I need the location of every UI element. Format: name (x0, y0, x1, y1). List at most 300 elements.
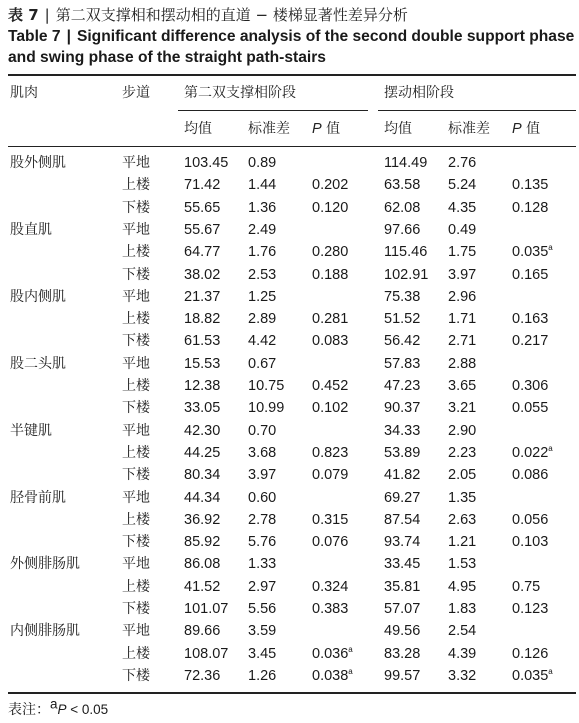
cell-sd-phase1 (248, 154, 276, 172)
cell-p-phase1-value: 0.076 (312, 534, 349, 550)
cell-sd-phase1-value: 0.70 (248, 423, 277, 439)
cell-sd-phase1 (248, 176, 276, 194)
cell-mean-phase2 (384, 645, 420, 663)
header-bottom-rule (8, 146, 576, 147)
header-phase1: 第二双支撑相阶段 (184, 85, 296, 101)
cell-mean-phase1 (184, 555, 220, 573)
phase1-underline (178, 110, 368, 111)
cell-p-phase1 (312, 444, 348, 462)
cell-p-phase1 (312, 667, 353, 685)
cell-step (122, 466, 150, 484)
cell-mean-phase2-value: 56.42 (384, 333, 421, 349)
cell-step-value: 下楼 (122, 601, 150, 617)
cell-mean-phase1-value: 15.53 (184, 356, 221, 372)
cell-mean-phase1-value: 18.82 (184, 311, 221, 327)
cell-sd-phase1-value: 1.36 (248, 200, 277, 216)
cell-mean-phase2 (384, 288, 420, 306)
cell-mean-phase2-value: 62.08 (384, 200, 421, 216)
cell-mean-phase2 (384, 489, 420, 507)
cell-muscle (10, 555, 80, 573)
cell-mean-phase2-value: 53.89 (384, 445, 421, 461)
significance-marker: a (348, 645, 353, 655)
footnote-prefix: 表注： (8, 702, 50, 718)
cell-sd-phase1-value: 2.89 (248, 311, 277, 327)
cell-mean-phase1-value: 42.30 (184, 423, 221, 439)
cell-sd-phase2-value: 2.76 (448, 155, 477, 171)
cell-mean-phase2-value: 47.23 (384, 378, 421, 394)
cell-p-phase1-value: 0.083 (312, 333, 349, 349)
cell-mean-phase1-value: 12.38 (184, 378, 221, 394)
cell-step-value: 平地 (122, 155, 150, 171)
cell-mean-phase2 (384, 176, 420, 194)
cell-mean-phase2-value: 99.57 (384, 668, 421, 684)
cell-p-phase2 (512, 310, 548, 328)
cell-sd-phase2-value: 4.35 (448, 200, 477, 216)
cell-mean-phase2 (384, 332, 420, 350)
footnote-threshold: < 0.05 (66, 702, 109, 717)
cell-mean-phase2-value: 69.27 (384, 490, 421, 506)
cell-p-phase1 (312, 645, 353, 663)
cell-sd-phase1 (248, 332, 276, 350)
cell-mean-phase2 (384, 622, 420, 640)
cell-p-phase2-value: 0.035 (512, 668, 549, 684)
cell-sd-phase2-value: 3.32 (448, 668, 477, 684)
table-top-rule (8, 74, 576, 76)
cell-step-value: 下楼 (122, 200, 150, 216)
cell-p-phase2-value: 0.022 (512, 445, 549, 461)
significance-marker: a (348, 667, 353, 677)
cell-step (122, 221, 150, 239)
cell-mean-phase1 (184, 399, 220, 417)
cell-p-phase2-value: 0.086 (512, 467, 549, 483)
cell-step-value: 下楼 (122, 534, 150, 550)
cell-mean-phase2 (384, 578, 420, 596)
cell-sd-phase2-value: 2.63 (448, 512, 477, 528)
cell-mean-phase1 (184, 199, 220, 217)
cell-p-phase1 (312, 176, 348, 194)
cell-p-phase1-value: 0.452 (312, 378, 349, 394)
cell-sd-phase2-value: 3.97 (448, 267, 477, 283)
cell-p-phase2 (512, 466, 548, 484)
header-p-suffix: 值 (521, 121, 541, 137)
cell-p-phase2-value: 0.123 (512, 601, 549, 617)
significance-marker: a (548, 444, 553, 454)
significance-marker: a (548, 667, 553, 677)
cell-mean-phase1-value: 44.34 (184, 490, 221, 506)
cell-step-value: 上楼 (122, 244, 150, 260)
cell-sd-phase1-value: 1.44 (248, 177, 277, 193)
cell-sd-phase2 (448, 266, 476, 284)
cell-sd-phase1 (248, 578, 276, 596)
cell-mean-phase1 (184, 377, 220, 395)
cell-p-phase1 (312, 399, 348, 417)
cell-step-value: 平地 (122, 623, 150, 639)
cell-step-value: 下楼 (122, 668, 150, 684)
cell-p-phase2-value: 0.126 (512, 646, 549, 662)
phase2-underline (378, 110, 576, 111)
cell-sd-phase1-value: 5.76 (248, 534, 277, 550)
cell-muscle-value: 内侧腓肠肌 (10, 623, 80, 639)
cell-sd-phase2 (448, 154, 476, 172)
cell-sd-phase2 (448, 288, 476, 306)
cell-sd-phase1-value: 3.59 (248, 623, 277, 639)
cell-step (122, 332, 150, 350)
header-p-letter: P (312, 121, 322, 137)
cell-step (122, 266, 150, 284)
header-sd-2: 标准差 (448, 121, 490, 137)
cell-mean-phase2 (384, 466, 420, 484)
cell-sd-phase2 (448, 221, 476, 239)
header-sd-1: 标准差 (248, 121, 290, 137)
cell-sd-phase2 (448, 578, 476, 596)
cell-step-value: 上楼 (122, 445, 150, 461)
cell-mean-phase2 (384, 377, 420, 395)
cell-mean-phase2-value: 49.56 (384, 623, 421, 639)
cell-step (122, 399, 150, 417)
cell-step-value: 上楼 (122, 512, 150, 528)
cell-sd-phase1 (248, 466, 276, 484)
cell-sd-phase2 (448, 377, 476, 395)
cell-step-value: 平地 (122, 490, 150, 506)
cell-sd-phase2 (448, 511, 476, 529)
cell-mean-phase1-value: 21.37 (184, 289, 221, 305)
cell-sd-phase1 (248, 489, 276, 507)
cell-mean-phase1-value: 71.42 (184, 177, 221, 193)
cell-sd-phase2 (448, 645, 476, 663)
cell-mean-phase2 (384, 355, 420, 373)
cell-mean-phase1-value: 33.05 (184, 400, 221, 416)
cell-sd-phase2-value: 2.88 (448, 356, 477, 372)
cell-p-phase2 (512, 667, 553, 685)
cell-p-phase1-value: 0.038 (312, 668, 349, 684)
cell-muscle-value: 股二头肌 (10, 356, 66, 372)
cell-sd-phase2-value: 1.71 (448, 311, 477, 327)
cell-sd-phase2 (448, 600, 476, 618)
cell-p-phase2 (512, 399, 548, 417)
cell-mean-phase1-value: 80.34 (184, 467, 221, 483)
cell-mean-phase1 (184, 422, 220, 440)
cell-muscle (10, 221, 52, 239)
cell-sd-phase1-value: 2.53 (248, 267, 277, 283)
cell-step (122, 288, 150, 306)
cell-p-phase1 (312, 511, 348, 529)
cell-p-phase1-value: 0.079 (312, 467, 349, 483)
cell-mean-phase1-value: 55.65 (184, 200, 221, 216)
cell-sd-phase1 (248, 645, 276, 663)
cell-mean-phase2-value: 114.49 (384, 155, 428, 171)
cell-muscle-value: 外侧腓肠肌 (10, 556, 80, 572)
cell-sd-phase2 (448, 489, 476, 507)
cell-sd-phase2-value: 0.49 (448, 222, 477, 238)
caption-en-separator: | (66, 28, 71, 45)
cell-sd-phase2 (448, 533, 476, 551)
cell-p-phase1-value: 0.120 (312, 200, 349, 216)
cell-p-phase1 (312, 199, 348, 217)
cell-step (122, 600, 150, 618)
cell-sd-phase2-value: 4.95 (448, 579, 477, 595)
cell-p-phase2-value: 0.75 (512, 579, 541, 595)
cell-p-phase1-value: 0.188 (312, 267, 349, 283)
cell-mean-phase1 (184, 288, 220, 306)
cell-mean-phase2-value: 102.91 (384, 267, 429, 283)
cell-mean-phase1-value: 108.07 (184, 646, 229, 662)
cell-sd-phase2 (448, 243, 476, 261)
header-p-letter: P (512, 121, 522, 137)
cell-p-phase1 (312, 533, 348, 551)
caption-english (8, 26, 576, 68)
cell-sd-phase1-value: 0.89 (248, 155, 277, 171)
cell-p-phase1 (312, 578, 348, 596)
cell-mean-phase2-value: 34.33 (384, 423, 421, 439)
cell-p-phase2 (512, 377, 548, 395)
cell-mean-phase1-value: 101.07 (184, 601, 229, 617)
header-phase2: 摆动相阶段 (384, 85, 454, 101)
cell-sd-phase1-value: 1.25 (248, 289, 277, 305)
cell-sd-phase1-value: 1.76 (248, 244, 277, 260)
cell-muscle (10, 489, 66, 507)
cell-sd-phase1 (248, 221, 276, 239)
cell-sd-phase2-value: 1.35 (448, 490, 477, 506)
cell-step (122, 533, 150, 551)
cell-sd-phase2-value: 4.39 (448, 646, 477, 662)
caption-chinese (8, 4, 576, 26)
cell-mean-phase2-value: 35.81 (384, 579, 421, 595)
cell-p-phase2-value: 0.135 (512, 177, 549, 193)
cell-step-value: 下楼 (122, 400, 150, 416)
cell-step-value: 上楼 (122, 378, 150, 394)
cell-mean-phase1-value: 86.08 (184, 556, 221, 572)
cell-p-phase1 (312, 466, 348, 484)
cell-step (122, 176, 150, 194)
cell-sd-phase1 (248, 399, 284, 417)
cell-p-phase2-value: 0.217 (512, 333, 549, 349)
cell-p-phase2 (512, 444, 553, 462)
cell-step-value: 下楼 (122, 333, 150, 349)
cell-mean-phase2 (384, 555, 420, 573)
cell-step-value: 上楼 (122, 579, 150, 595)
cell-sd-phase2-value: 1.75 (448, 244, 477, 260)
cell-sd-phase1 (248, 199, 276, 217)
cell-sd-phase1 (248, 600, 276, 618)
cell-p-phase1 (312, 377, 348, 395)
cell-step-value: 下楼 (122, 467, 150, 483)
cell-mean-phase2-value: 33.45 (384, 556, 421, 572)
cell-sd-phase2 (448, 355, 476, 373)
caption-en-title: Significant difference analysis of the second double support phase and swing phase of the straight path-stairs (8, 28, 575, 66)
cell-step-value: 上楼 (122, 177, 150, 193)
cell-p-phase1-value: 0.036 (312, 646, 349, 662)
cell-mean-phase2-value: 93.74 (384, 534, 421, 550)
cell-muscle-value: 股直肌 (10, 222, 52, 238)
cell-step-value: 平地 (122, 423, 150, 439)
cell-sd-phase1-value: 3.97 (248, 467, 277, 483)
cell-step (122, 154, 150, 172)
cell-sd-phase1 (248, 422, 276, 440)
cell-mean-phase2 (384, 511, 420, 529)
cell-step-value: 平地 (122, 356, 150, 372)
cell-sd-phase1 (248, 310, 276, 328)
cell-sd-phase1 (248, 555, 276, 573)
cell-sd-phase1-value: 3.45 (248, 646, 277, 662)
cell-step-value: 平地 (122, 289, 150, 305)
cell-step (122, 645, 150, 663)
cell-p-phase1-value: 0.281 (312, 311, 349, 327)
cell-step (122, 667, 150, 685)
cell-p-phase1-value: 0.202 (312, 177, 349, 193)
cell-p-phase2-value: 0.306 (512, 378, 549, 394)
cell-mean-phase1 (184, 466, 220, 484)
cell-mean-phase2 (384, 266, 428, 284)
header-muscle: 肌肉 (10, 85, 38, 101)
cell-mean-phase1-value: 41.52 (184, 579, 221, 595)
cell-mean-phase2-value: 97.66 (384, 222, 421, 238)
cell-step-value: 下楼 (122, 267, 150, 283)
cell-p-phase2-value: 0.165 (512, 267, 549, 283)
cell-sd-phase1-value: 1.26 (248, 668, 277, 684)
cell-mean-phase2-value: 83.28 (384, 646, 421, 662)
cell-step (122, 444, 150, 462)
cell-mean-phase2 (384, 199, 420, 217)
cell-mean-phase2 (384, 399, 420, 417)
cell-mean-phase1-value: 36.92 (184, 512, 221, 528)
cell-mean-phase2-value: 57.83 (384, 356, 421, 372)
cell-muscle (10, 154, 66, 172)
header-mean-1: 均值 (184, 121, 212, 137)
cell-sd-phase1-value: 5.56 (248, 601, 277, 617)
cell-sd-phase2-value: 2.96 (448, 289, 477, 305)
cell-p-phase1-value: 0.102 (312, 400, 349, 416)
cell-sd-phase2-value: 5.24 (448, 177, 477, 193)
header-step: 步道 (122, 85, 150, 101)
cell-mean-phase1 (184, 511, 220, 529)
cell-step (122, 555, 150, 573)
cell-sd-phase2 (448, 422, 476, 440)
cell-sd-phase2-value: 2.23 (448, 445, 477, 461)
cell-mean-phase1 (184, 444, 220, 462)
cell-sd-phase2 (448, 622, 476, 640)
cell-mean-phase2-value: 41.82 (384, 467, 421, 483)
cell-p-phase1-value: 0.280 (312, 244, 349, 260)
cell-step-value: 平地 (122, 222, 150, 238)
cell-mean-phase2-value: 51.52 (384, 311, 421, 327)
cell-mean-phase1 (184, 332, 220, 350)
cell-sd-phase1 (248, 444, 276, 462)
cell-sd-phase2-value: 1.53 (448, 556, 477, 572)
cell-p-phase2 (512, 533, 548, 551)
cell-sd-phase2-value: 2.05 (448, 467, 477, 483)
cell-sd-phase2 (448, 310, 476, 328)
cell-step (122, 199, 150, 217)
cell-sd-phase2 (448, 667, 476, 685)
cell-sd-phase1-value: 10.75 (248, 378, 285, 394)
caption-cn-separator: | (44, 6, 50, 24)
cell-mean-phase2 (384, 310, 420, 328)
cell-sd-phase2-value: 2.54 (448, 623, 477, 639)
cell-muscle-value: 半键肌 (10, 423, 52, 439)
cell-p-phase2 (512, 578, 540, 596)
cell-mean-phase2 (384, 243, 427, 261)
cell-mean-phase2 (384, 533, 420, 551)
cell-mean-phase1 (184, 489, 220, 507)
cell-p-phase1 (312, 243, 348, 261)
cell-muscle-value: 股外侧肌 (10, 155, 66, 171)
cell-sd-phase2-value: 3.65 (448, 378, 477, 394)
cell-sd-phase2 (448, 176, 476, 194)
cell-mean-phase2-value: 115.46 (384, 244, 428, 260)
cell-mean-phase2-value: 90.37 (384, 400, 421, 416)
cell-sd-phase1 (248, 355, 276, 373)
cell-muscle (10, 622, 80, 640)
cell-sd-phase2-value: 1.83 (448, 601, 477, 617)
cell-sd-phase1 (248, 288, 276, 306)
cell-p-phase1 (312, 600, 348, 618)
cell-sd-phase2-value: 3.21 (448, 400, 477, 416)
cell-p-phase2 (512, 199, 548, 217)
cell-sd-phase1 (248, 667, 276, 685)
cell-mean-phase1-value: 103.45 (184, 155, 229, 171)
cell-p-phase2 (512, 511, 548, 529)
cell-step (122, 578, 150, 596)
cell-step-value: 上楼 (122, 646, 150, 662)
cell-mean-phase1-value: 64.77 (184, 244, 221, 260)
cell-sd-phase1 (248, 243, 276, 261)
cell-sd-phase1 (248, 622, 276, 640)
cell-p-phase1 (312, 310, 348, 328)
cell-mean-phase2-value: 57.07 (384, 601, 421, 617)
cell-p-phase1 (312, 266, 348, 284)
caption-cn-title: 第二双支撑相和摆动相的直道 − 楼梯显著性差异分析 (55, 6, 408, 24)
cell-step (122, 355, 150, 373)
cell-mean-phase1 (184, 154, 228, 172)
header-p-1 (312, 120, 340, 138)
cell-p-phase2-value: 0.035 (512, 244, 549, 260)
cell-step (122, 422, 150, 440)
cell-sd-phase1-value: 0.60 (248, 490, 277, 506)
header-p-2 (512, 120, 540, 138)
cell-mean-phase1 (184, 667, 220, 685)
cell-mean-phase2 (384, 422, 420, 440)
cell-step-value: 平地 (122, 556, 150, 572)
cell-step (122, 489, 150, 507)
cell-mean-phase2-value: 87.54 (384, 512, 421, 528)
table-footnote (8, 696, 109, 719)
cell-sd-phase2 (448, 466, 476, 484)
cell-mean-phase2-value: 75.38 (384, 289, 421, 305)
cell-sd-phase2 (448, 199, 476, 217)
cell-mean-phase1-value: 38.02 (184, 267, 221, 283)
cell-mean-phase1 (184, 645, 228, 663)
cell-muscle-value: 胫骨前肌 (10, 490, 66, 506)
cell-p-phase2-value: 0.056 (512, 512, 549, 528)
cell-sd-phase2 (448, 555, 476, 573)
cell-sd-phase1-value: 3.68 (248, 445, 277, 461)
cell-p-phase2 (512, 243, 553, 261)
cell-sd-phase1 (248, 533, 276, 551)
cell-mean-phase1 (184, 243, 220, 261)
cell-mean-phase2-value: 63.58 (384, 177, 421, 193)
cell-mean-phase1-value: 61.53 (184, 333, 221, 349)
cell-mean-phase1-value: 44.25 (184, 445, 221, 461)
cell-mean-phase2 (384, 221, 420, 239)
cell-p-phase2-value: 0.103 (512, 534, 549, 550)
cell-sd-phase1-value: 1.33 (248, 556, 277, 572)
cell-p-phase1-value: 0.823 (312, 445, 349, 461)
cell-mean-phase1-value: 55.67 (184, 222, 221, 238)
caption-cn-label: 表 7 (8, 6, 39, 24)
significance-marker: a (548, 243, 553, 253)
cell-mean-phase2 (384, 154, 427, 172)
cell-mean-phase1 (184, 600, 228, 618)
